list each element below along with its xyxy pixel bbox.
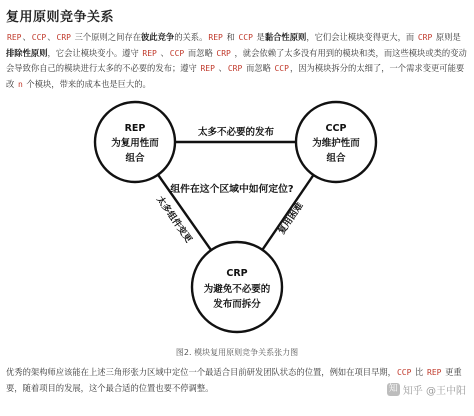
watermark-text: 知乎 @王中阳: [402, 386, 466, 397]
text-run: 更重要，随着项目的发展，这个最合适的位置也要不停调整。: [6, 367, 462, 393]
text-run: 是: [253, 32, 265, 42]
text-run: 、: [22, 32, 31, 42]
text-run: ，因为模块拆分的太细了，一个需求变更可能要改: [6, 63, 465, 89]
watermark: [387, 382, 466, 397]
inline-code: REP: [200, 64, 215, 74]
ccp-node-line1: 为维护性而: [312, 138, 360, 149]
section-heading: 复用原则竞争关系: [6, 10, 115, 25]
edge-label-right: 复用困难: [277, 201, 306, 237]
inline-code: CRP: [56, 33, 71, 42]
rep-node-line1: 为复用性而: [111, 138, 159, 149]
text-run: 而忽略: [185, 47, 216, 58]
text-run: ，它们会让模块变得更大，而: [306, 32, 417, 42]
inline-code: CCP: [169, 48, 185, 58]
text-run: 和: [223, 32, 238, 42]
ccp-node-title: CCP: [325, 123, 347, 134]
text-run: ，就会依赖了太多没有用到的模块和类，而这些模块或类的变动会导致你自己的模块进行太多的不必要的发布；遵守: [6, 47, 467, 74]
inline-code: REP: [427, 368, 442, 377]
inline-code: CCP: [396, 368, 412, 377]
text-run: 、: [157, 47, 169, 58]
inline-code: CCP: [274, 64, 289, 74]
crp-node-line1: 为避免不必要的: [203, 284, 271, 295]
inline-code: REP: [7, 33, 22, 42]
rep-node-title: REP: [124, 123, 146, 134]
inline-code: n: [17, 79, 23, 89]
inline-code: REP: [208, 33, 223, 42]
inline-code: CRP: [216, 48, 231, 58]
text-run: 原则是: [433, 32, 461, 42]
edge-label-left: 太多组件变更: [154, 194, 194, 245]
bold-text: 排除性原则: [6, 47, 48, 58]
inline-code: CCP: [238, 33, 253, 42]
text-run: 比: [412, 367, 426, 377]
bold-text: 黏合性原则: [264, 32, 307, 42]
text-run: 三个原则之间存在: [71, 32, 141, 42]
inline-code: CRP: [227, 64, 243, 74]
figure-caption: 图2. 模块复用原则竞争关系张力图: [175, 348, 299, 357]
edge-label-top: 太多不必要的发布: [197, 127, 275, 138]
text-run: ，它会让模块变小。遵守: [47, 47, 142, 58]
text-run: 优秀的架构师应该能在上述三角形张力区域中定位一个最适合目前研发团队状态的位置，例如在项目早期，: [6, 367, 396, 377]
bold-text: 彼此竞争: [141, 32, 175, 42]
inline-code: CCP: [31, 33, 47, 42]
text-run: 而忽略: [243, 63, 274, 74]
text-run: 的关系。: [174, 32, 208, 42]
text-run: 、: [215, 63, 227, 74]
rep-node-line2: 组合: [125, 153, 145, 164]
zhihu-logo-icon: 知: [388, 384, 398, 394]
center-question: 组件在这个区域中如何定位?: [170, 184, 294, 195]
inline-code: REP: [142, 48, 157, 58]
inline-code: CRP: [417, 33, 433, 42]
crp-node-title: CRP: [226, 268, 248, 279]
text-run: 个模块，带来的成本也是巨大的。: [23, 78, 151, 89]
ccp-node-line2: 组合: [326, 153, 346, 164]
crp-node-line2: 发布而拆分: [213, 299, 261, 310]
text-run: 、: [47, 32, 56, 42]
